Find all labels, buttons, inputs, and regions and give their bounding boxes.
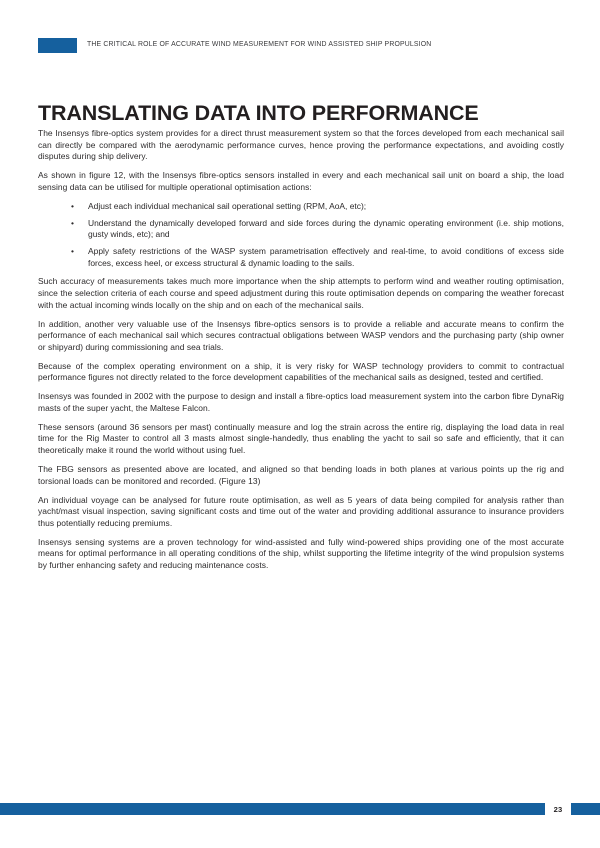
paragraph-8: The FBG sensors as presented above are located, and aligned so that bending loads in both planes at various points up the rig and torsional loads can be monitored and recorded. (Figure 13) bbox=[38, 464, 564, 486]
footer-bar-left bbox=[0, 803, 545, 815]
list-item bbox=[38, 218, 564, 241]
body-content bbox=[38, 128, 564, 579]
paragraph-4: In addition, another very valuable use of the Insensys fibre-optics sensors is to provide a reliable and accurate means to confirm the performance of each mechanical sail which secures contractual obligations between WASP vendors and the purchasing party (ship owner or shipyard) during commissioning and sea trials. bbox=[38, 318, 564, 352]
list-item bbox=[38, 246, 564, 269]
page-number: 23 bbox=[545, 803, 571, 815]
list-item-text: Adjust each individual mechanical sail operational setting (RPM, AoA, etc); bbox=[88, 200, 367, 211]
optimisation-actions-list bbox=[38, 201, 564, 270]
footer-bar-right bbox=[571, 803, 600, 815]
header-accent-mark bbox=[38, 38, 77, 53]
paragraph-9: An individual voyage can be analysed for future route optimisation, as well as 5 years of data being compiled for analysis rather than yacht/mast visual inspection, saving significant costs and time out of the water and providing additional assurance to insurance providers thus potentially reducing premiums. bbox=[38, 494, 564, 528]
paragraph-2: As shown in figure 12, with the Insensys fibre-optics sensors installed in every and each mechanical sail unit on board a ship, the load sensing data can be utilised for multiple operational optimisation actions: bbox=[38, 170, 564, 192]
paragraph-1: The Insensys fibre-optics system provides for a direct thrust measurement system so that the forces developed from each mechanical sail can directly be compared with the aerodynamic performance curves, hence proving the performance expectations, and avoiding costly disputes during ship delivery. bbox=[38, 128, 564, 162]
page-title: TRANSLATING DATA INTO PERFORMANCE bbox=[38, 101, 479, 126]
list-item-text: Understand the dynamically developed forward and side forces during the dynamic operating environment (i.e. ship motions, gusty winds, etc); and bbox=[88, 217, 564, 240]
paragraph-10: Insensys sensing systems are a proven technology for wind-assisted and fully wind-powered ships providing one of the most accurate means for optimal performance in all operating conditions of the ship, whilst supporting the lifetime integrity of the wind propulsion systems by further enhancing safety and reducing maintenance costs. bbox=[38, 536, 564, 570]
bullet-icon: • bbox=[71, 246, 74, 257]
page-footer bbox=[0, 803, 600, 815]
running-header bbox=[38, 37, 562, 53]
paragraph-7: These sensors (around 36 sensors per mast) continually measure and log the strain across the entire rig, displaying the load data in real time for the Rig Master to control all 3 masts almost single-handedly, thus enabling the yacht to sail so safe and efficiently, that it can theoretically make it round the world without using fuel. bbox=[38, 421, 564, 456]
bullet-icon: • bbox=[71, 217, 74, 228]
list-item-text: Apply safety restrictions of the WASP system parametrisation effectively and real-time, to avoid conditions of excess side forces, excess heel, or excess structural & dynamic loading to the sails. bbox=[88, 246, 564, 268]
list-item bbox=[38, 201, 564, 213]
paragraph-6: Insensys was founded in 2002 with the purpose to design and install a fibre-optics load measurement system into the carbon fibre DynaRig masts of the super yacht, the Maltese Falcon. bbox=[38, 391, 564, 413]
running-header-title: THE CRITICAL ROLE OF ACCURATE WIND MEASUREMENT FOR WIND ASSISTED SHIP PROPULSION bbox=[87, 40, 432, 49]
paragraph-3: Such accuracy of measurements takes much more importance when the ship attempts to perform wind and weather routing optimisation, since the selection criteria of each course and speed adjustment during this route optimisation depends on comparing the weather forecast with the actual incoming winds locally on the ship and on each of the mechanical sails. bbox=[38, 276, 564, 310]
bullet-icon: • bbox=[71, 200, 74, 211]
paragraph-5: Because of the complex operating environment on a ship, it is very risky for WASP technology providers to commit to contractual performance figures not directly related to the force development capabilities of the mechanical sails as designed, tested and certified. bbox=[38, 360, 564, 383]
